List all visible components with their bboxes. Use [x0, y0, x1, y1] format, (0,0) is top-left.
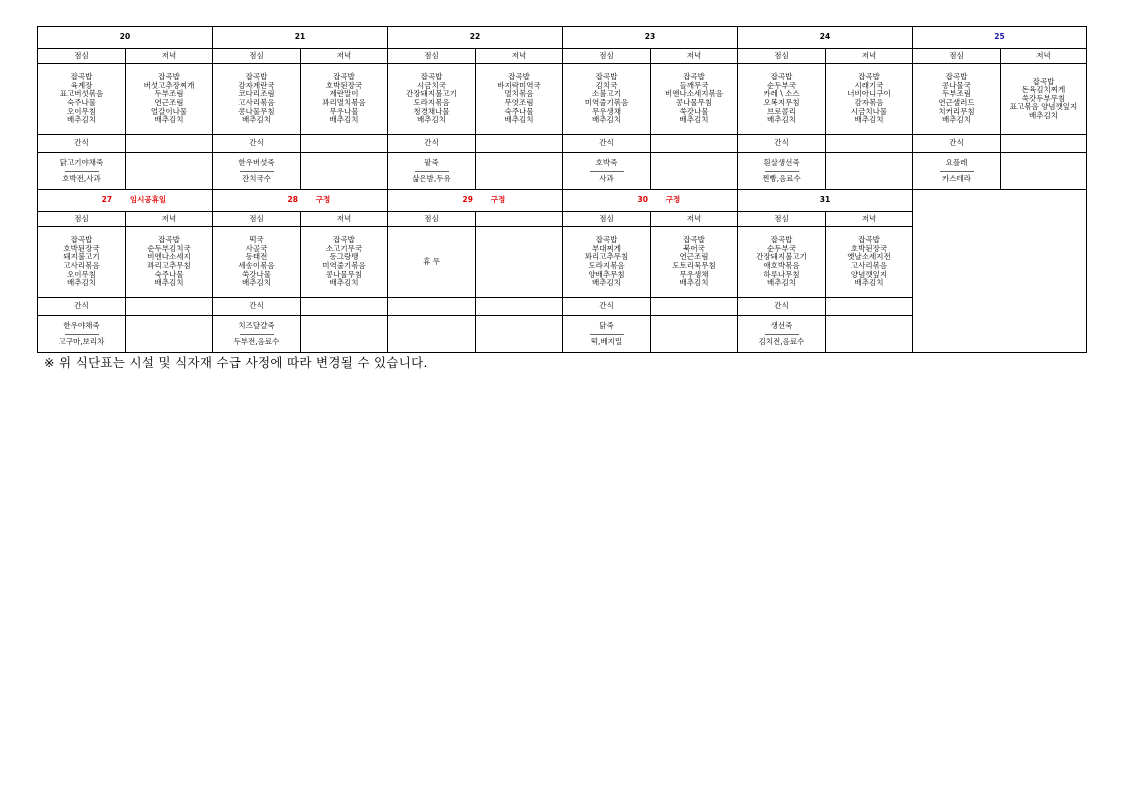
menu-item: 표고버섯볶음 [59, 89, 104, 99]
footnote: ※ 위 식단표는 시설 및 식자재 수급 사정에 따라 변경될 수 있습니다. [44, 355, 428, 370]
day-header [563, 190, 738, 212]
dinner-label: 저녁 [301, 212, 388, 227]
day-number: 24 [819, 32, 831, 42]
menu-item: 휴 무 [423, 256, 440, 266]
dinner-menu [476, 64, 563, 135]
menu-item: 계란말이 [329, 89, 359, 99]
snack-label: 간식 [563, 135, 651, 153]
menu-item: 숙주나물 [67, 98, 96, 107]
empty-cell [126, 298, 213, 316]
snack-label: 간식 [738, 135, 826, 153]
separator [65, 171, 99, 172]
lunch-label: 점심 [563, 49, 651, 64]
menu-item: 잡곡밥 [245, 72, 268, 82]
menu-item: 꽈리고추무침 [147, 261, 191, 270]
menu-item: 배추김치 [854, 115, 884, 125]
day-number: 28 [287, 195, 298, 205]
dinner-menu [651, 227, 738, 298]
snack-item: 흰살생선죽 [763, 157, 800, 167]
dinner-label: 저녁 [1001, 49, 1087, 64]
empty-cell [1001, 135, 1087, 153]
menu-item: 무우생채 [679, 269, 709, 279]
menu-item: 배추김치 [767, 115, 796, 125]
menu-item: 쑥갓나물 [679, 106, 709, 116]
menu-item: 치커리무침 [938, 106, 975, 116]
day-number: 21 [294, 32, 306, 42]
dinner-menu [126, 64, 213, 135]
empty-cell [126, 153, 213, 190]
menu-item: 배추김치 [592, 278, 621, 288]
menu-item: 간장돼지불고기 [756, 252, 807, 262]
menu-item: 도라지볶음 [588, 261, 625, 270]
snack-label: 간식 [38, 135, 126, 153]
dinner-label: 저녁 [651, 49, 738, 64]
day-note: 임시공휴일 [129, 195, 167, 205]
snack-item: 두부전,음료수 [233, 336, 280, 346]
menu-item: 도토리묵무침 [672, 261, 716, 270]
snack-label: 간식 [213, 135, 301, 153]
snack-item: 찐빵,음료수 [762, 173, 801, 183]
snack-item: 김치전,음료수 [758, 336, 805, 346]
dinner-menu [301, 64, 388, 135]
menu-item: 잡곡밥 [70, 235, 93, 245]
menu-item: 배추김치 [329, 115, 359, 125]
dinner-label: 저녁 [126, 49, 213, 64]
snack-items [388, 153, 476, 190]
empty-cell [651, 153, 738, 190]
snack-items [563, 153, 651, 190]
menu-item: 쑥갓나물 [242, 269, 271, 279]
menu-item: 배추김치 [67, 115, 96, 125]
menu-item: 배추김치 [154, 278, 184, 288]
dinner-menu [476, 227, 563, 298]
day-header [738, 190, 913, 212]
dinner-label: 저녁 [651, 212, 738, 227]
lunch-menu [213, 64, 301, 135]
snack-item: 떡,베지밀 [590, 336, 623, 346]
menu-item: 호박된장국 [850, 243, 888, 253]
snack-item: 팥죽 [424, 157, 439, 167]
dinner-label: 저녁 [126, 212, 213, 227]
menu-item: 하루나무침 [763, 269, 800, 279]
day-header [913, 27, 1087, 49]
dinner-menu [651, 64, 738, 135]
menu-item: 잡곡밥 [333, 235, 355, 245]
menu-item: 배추김치 [679, 115, 709, 125]
dinner-label: 저녁 [826, 49, 913, 64]
empty-cell [126, 135, 213, 153]
separator [590, 171, 624, 172]
snack-item: 잔치국수 [242, 173, 271, 183]
meal-label-row [38, 49, 1087, 64]
menu-item: 고사리볶음 [850, 261, 888, 270]
empty-cell [301, 316, 388, 353]
menu-item: 얼갈이나물 [150, 106, 188, 116]
menu-item: 잡곡밥 [770, 72, 793, 82]
menu-item: 소고기무국 [325, 243, 363, 253]
snack-item: 한우버섯죽 [238, 157, 275, 167]
menu-item: 두부조림 [154, 89, 184, 99]
menu-item: 표고볶음 양념깻잎지 [1009, 102, 1078, 112]
dinner-menu [126, 227, 213, 298]
dinner-label: 저녁 [476, 49, 563, 64]
menu-item: 배추김치 [329, 278, 359, 288]
menu-item: 꽈리멸치볶음 [322, 98, 366, 107]
lunch-menu [388, 227, 476, 298]
lunch-menu [563, 227, 651, 298]
day-number: 23 [644, 32, 656, 42]
menu-item: 애호박볶음 [763, 261, 800, 270]
menu-item: 감자계란국 [238, 80, 275, 90]
snack-item: 호박죽 [595, 157, 618, 167]
menu-item: 순두부김치국 [147, 243, 191, 253]
snack-item: 닭고기야채죽 [59, 157, 104, 167]
empty-cell [476, 316, 563, 353]
dinner-menu [1001, 64, 1087, 135]
day-number: 25 [994, 32, 1005, 42]
menu-item: 잡곡밥 [683, 235, 705, 245]
menu-item: 잡곡밥 [420, 72, 443, 82]
dinner-menu [826, 227, 913, 298]
menu-item: 오이무침 [67, 106, 96, 116]
menu-item: 사골국 [245, 243, 268, 253]
day-number: 22 [469, 32, 481, 42]
menu-item: 육계장 [70, 80, 93, 90]
menu-item: 배추김치 [679, 278, 709, 288]
menu-item: 무우나물 [329, 106, 359, 116]
separator [765, 334, 799, 335]
day-header [213, 190, 388, 212]
snack-item: 닭죽 [599, 320, 614, 330]
menu-item: 바지락미역국 [497, 80, 541, 90]
menu-item: 시금치나물 [850, 106, 888, 116]
empty-cell [301, 298, 388, 316]
snack-items [738, 153, 826, 190]
lunch-menu [738, 64, 826, 135]
menu-item: 쑥갓두부무침 [1021, 93, 1066, 103]
snack-item: 생선죽 [770, 320, 793, 330]
snack-label: 간식 [738, 298, 826, 316]
empty-cell [301, 135, 388, 153]
dinner-label: 저녁 [301, 49, 388, 64]
empty-cell [1001, 153, 1087, 190]
snack-item: 사과 [599, 173, 614, 183]
menu-item: 옛날소세지전 [847, 252, 891, 262]
menu-item: 배추김치 [417, 115, 446, 125]
lunch-label: 점심 [388, 212, 476, 227]
menu-item: 콩나물무침 [675, 98, 713, 107]
menu-item: 들깨무국 [679, 80, 709, 90]
menu-item: 떡국 [249, 235, 264, 245]
menu-item: 브로콜리 [767, 106, 796, 116]
menu-item: 고사리볶음 [63, 261, 100, 270]
menu-item: 비엔나소세지 [147, 252, 191, 262]
menu-item: 간장돼지불고기 [406, 89, 457, 99]
empty-cell [301, 153, 388, 190]
menu-item: 소불고기 [592, 89, 621, 99]
menu-item: 청경채나물 [413, 106, 450, 116]
menu-item: 잡곡밥 [333, 72, 355, 82]
menu-item: 멸치볶음 [504, 89, 534, 99]
lunch-menu [38, 64, 126, 135]
snack-item: 고구마,보리차 [58, 336, 105, 346]
lunch-label: 점심 [38, 212, 126, 227]
day-header [738, 27, 913, 49]
snack-item: 치즈달걀죽 [238, 320, 275, 330]
menu-item: 잡곡밥 [683, 72, 705, 82]
lunch-menu [213, 227, 301, 298]
empty-cell [476, 153, 563, 190]
menu-item: 돼지불고기 [63, 252, 100, 262]
menu-item: 호박된장국 [63, 243, 100, 253]
menu-item: 동태전 [245, 252, 268, 262]
lunch-menu [388, 64, 476, 135]
snack-label: 간식 [563, 298, 651, 316]
snack-item-row [38, 153, 1087, 190]
menu-item: 미역줄기볶음 [584, 98, 629, 107]
menu-item: 양배추무침 [588, 269, 625, 279]
snack-item: 한우야채죽 [63, 320, 100, 330]
empty-cell [826, 135, 913, 153]
separator [415, 171, 449, 172]
snack-items [213, 316, 301, 353]
menu-item: 잡곡밥 [945, 72, 968, 82]
menu-item: 동그랑땡 [329, 252, 359, 262]
snack-label: 간식 [213, 298, 301, 316]
menu-item: 감자볶음 [854, 98, 884, 107]
lunch-label: 점심 [38, 49, 126, 64]
menu-item: 돈육김치찌게 [1021, 85, 1066, 95]
snack-items [388, 316, 476, 353]
menu-item: 연근조림 [154, 98, 184, 107]
menu-item: 숙주나물 [154, 269, 184, 279]
snack-item: 호박전,사과 [62, 173, 101, 183]
menu-item: 콩나물무침 [238, 106, 275, 116]
menu-item: 미역줄기볶음 [322, 261, 366, 270]
snack-item: 카스테라 [942, 173, 971, 183]
menu-item: 버섯고추장찌개 [143, 80, 195, 90]
menu-item: 잡곡밥 [858, 72, 880, 82]
menu-item: 오이무침 [67, 269, 96, 279]
menu-item: 배추김치 [242, 115, 271, 125]
snack-items [563, 316, 651, 353]
day-number: 30 [637, 195, 648, 205]
menu-item: 카레 \ 소스 [763, 89, 800, 99]
menu-item: 무엇조림 [504, 98, 534, 107]
separator [765, 171, 799, 172]
menu-item: 잡곡밥 [595, 235, 618, 245]
menu-item: 숙주나물 [504, 106, 534, 116]
date-row [38, 190, 1087, 212]
menu-item: 코다리조림 [238, 89, 275, 99]
lunch-label: 점심 [388, 49, 476, 64]
separator [240, 171, 274, 172]
menu-item: 배추김치 [154, 115, 184, 125]
day-number: 29 [462, 195, 473, 205]
lunch-label: 점심 [738, 49, 826, 64]
snack-items [38, 316, 126, 353]
dinner-label [476, 212, 563, 227]
menu-item: 배추김치 [767, 278, 796, 288]
separator [940, 171, 974, 172]
snack-label: 간식 [38, 298, 126, 316]
menu-item: 잡곡밥 [595, 72, 618, 82]
snack-item: 요플레 [945, 157, 968, 167]
menu-item: 배추김치 [242, 278, 271, 288]
lunch-menu [38, 227, 126, 298]
menu-item: 오복지무침 [763, 98, 800, 107]
day-note: 구정 [490, 195, 506, 205]
dinner-menu [826, 64, 913, 135]
lunch-label: 점심 [738, 212, 826, 227]
menu-item: 콩나물국 [942, 80, 971, 90]
menu-item: 고사리볶음 [238, 98, 275, 107]
empty-cell [826, 298, 913, 316]
day-header [388, 27, 563, 49]
menu-item: 배추김치 [1029, 110, 1058, 120]
empty-cell [651, 316, 738, 353]
empty-cell [126, 316, 213, 353]
menu-item: 콩나물무침 [325, 269, 363, 279]
lunch-label: 점심 [563, 212, 651, 227]
day-header [563, 27, 738, 49]
separator [590, 334, 624, 335]
snack-items [38, 153, 126, 190]
dinner-menu [301, 227, 388, 298]
menu-item: 두부조림 [942, 89, 971, 99]
menu-item: 배추김치 [854, 278, 884, 288]
empty-cell [651, 298, 738, 316]
menu-item: 북어국 [683, 243, 705, 253]
menu-item: 시래기국 [854, 80, 884, 90]
menu-item: 무우생채 [592, 106, 621, 116]
menu-item: 연근조림 [679, 252, 709, 262]
empty-cell [476, 298, 563, 316]
snack-label: 간식 [913, 135, 1001, 153]
menu-item: 잡곡밥 [858, 235, 880, 245]
menu-item: 김치국 [595, 80, 618, 90]
menu-item: 잡곡밥 [1032, 76, 1055, 86]
menu-item: 잡곡밥 [70, 72, 93, 82]
dinner-label: 저녁 [826, 212, 913, 227]
snack-items [913, 153, 1001, 190]
menu-item: 배추김치 [592, 115, 621, 125]
snack-label [388, 298, 476, 316]
lunch-menu [563, 64, 651, 135]
menu-item: 순두부국 [767, 243, 796, 253]
day-note: 구정 [665, 195, 681, 205]
menu-item: 비엔나소세지볶음 [665, 89, 723, 99]
day-note: 구정 [315, 195, 331, 205]
menu-item: 배추김치 [67, 278, 96, 288]
lunch-menu [738, 227, 826, 298]
snack-items [738, 316, 826, 353]
menu-item: 연근샐러드 [938, 98, 975, 107]
blank-cell [913, 190, 1087, 353]
menu-item: 부대찌게 [592, 243, 621, 253]
day-header [38, 190, 213, 212]
empty-cell [476, 135, 563, 153]
menu-item: 잡곡밥 [770, 235, 793, 245]
day-header [213, 27, 388, 49]
empty-cell [826, 153, 913, 190]
snack-label: 간식 [388, 135, 476, 153]
menu-item: 배추김치 [504, 115, 534, 125]
day-number: 31 [819, 195, 831, 205]
lunch-menu [913, 64, 1001, 135]
date-row [38, 27, 1087, 49]
menu-item: 잡곡밥 [508, 72, 530, 82]
snack-label-row [38, 135, 1087, 153]
menu-row [38, 64, 1087, 135]
lunch-label: 점심 [913, 49, 1001, 64]
snack-item: 삶은밤,두유 [412, 173, 451, 183]
empty-cell [826, 316, 913, 353]
menu-item: 도라지볶음 [413, 98, 450, 107]
menu-item: 호박된장국 [325, 80, 363, 90]
menu-item: 순두부국 [767, 80, 796, 90]
lunch-label: 점심 [213, 212, 301, 227]
day-header [38, 27, 213, 49]
snack-items [213, 153, 301, 190]
empty-cell [651, 135, 738, 153]
menu-item: 배추김치 [942, 115, 971, 125]
menu-item: 꽈리고추무침 [584, 252, 629, 262]
menu-item: 세송이볶음 [238, 261, 275, 270]
menu-item: 잡곡밥 [158, 235, 180, 245]
separator [65, 334, 99, 335]
day-header [388, 190, 563, 212]
day-number: 20 [119, 32, 131, 42]
menu-item: 양념깻잎지 [850, 269, 888, 279]
menu-item: 시금치국 [417, 80, 446, 90]
menu-item: 너비아니구이 [847, 89, 891, 99]
menu-item: 잡곡밥 [158, 72, 180, 82]
day-number: 27 [101, 195, 113, 205]
separator [240, 334, 274, 335]
meal-calendar [37, 26, 1087, 353]
lunch-label: 점심 [213, 49, 301, 64]
